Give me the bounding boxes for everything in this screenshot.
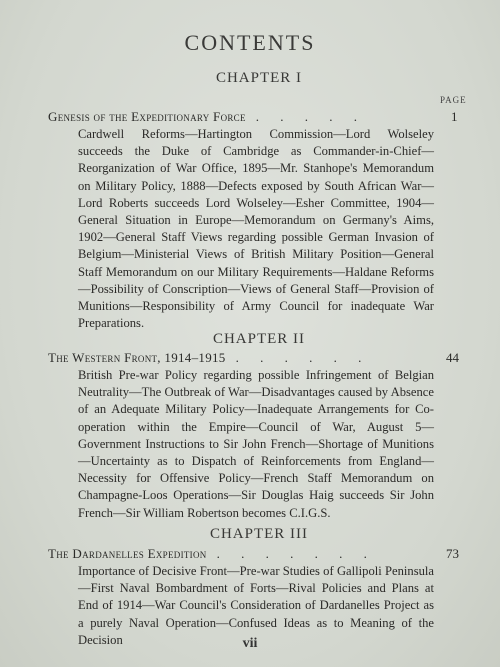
- chapter-3-title-text: he Dardanelles Expedition: [56, 546, 207, 561]
- chapter-1-title-text: enesis of the Expeditionary Force: [57, 109, 246, 124]
- chapter-2-heading: CHAPTER II: [212, 331, 306, 347]
- chapter-1-title: [48, 109, 468, 125]
- contents-title: CONTENTS: [184, 30, 316, 55]
- chapter-2-title: [48, 350, 468, 366]
- chapter-2-leader-dots: . . . . . .: [235, 350, 371, 365]
- chapter-3-page-number: 73: [446, 546, 459, 561]
- chapter-2-title-initial: T: [48, 350, 57, 365]
- chapter-2-page-number: 44: [446, 350, 459, 365]
- chapter-1-title-initial: G: [48, 109, 58, 124]
- page-folio: vii: [242, 636, 258, 651]
- chapter-3-synopsis: Importance of Decisive Front—Pre-war Studies of Gallipoli Peninsula—First Naval Bombardment of Forts—Rival Policies and Plans at End of 1914—War Council's Consideration of Dardanelles Project as a purely Naval Operation—Confused Ideas as to Meaning of the Decision: [78, 564, 434, 647]
- chapter-1-heading: CHAPTER I: [215, 70, 303, 86]
- chapter-1-synopsis: Cardwell Reforms—Hartington Commission—Lord Wolseley succeeds the Duke of Cambridge as Commander-in-Chief—Reorganization of War Office, 1895—Mr. Stanhope's Memorandum on Military Policy, 1888—Defects exposed by South African War—Lord Roberts succeeds Lord Wolseley—Esher Committee, 1904—General Situation in Europe—Memorandum on Germany's Aims, 1902—General Staff Views regarding possible German Invasion of Belgium—Ministerial Views of British Military Position—General Staff Memorandum on our Military Requirements—Haldane Reforms—Possibility of Conscription—Views of General Staff—Provision of Munitions—Responsibility of Army Council for inadequate War Preparations.: [78, 127, 434, 331]
- chapter-3-leader-dots: . . . . . . .: [216, 546, 376, 561]
- chapter-3-title-initial: T: [48, 546, 57, 561]
- chapter-2-title-text: he Western Front, 1914–1915: [56, 350, 226, 365]
- page-column-label: PAGE: [440, 95, 467, 105]
- chapter-1-leader-dots: . . . . .: [255, 109, 367, 124]
- chapter-3-title: [48, 546, 468, 562]
- chapter-3-heading: CHAPTER III: [209, 526, 309, 542]
- chapter-1-page-number: 1: [451, 109, 458, 124]
- chapter-2-synopsis: British Pre-war Policy regarding possible Infringement of Belgian Neutrality—The Outbreak of War—Disadvantages caused by Absence of an Adequate Military Policy—Inadequate Arrangements for Co-operation within the Empire—Council of War, August 5—Government Instructions to Sir John French—Shortage of Munitions—Uncertainty as to Dispatch of Reinforcements from England—Necessity for Offensive Policy—French Staff Memorandum on Champagne-Loos Operations—Sir Douglas Haig succeeds Sir John French—Sir William Robertson becomes C.I.G.S.: [78, 368, 434, 520]
